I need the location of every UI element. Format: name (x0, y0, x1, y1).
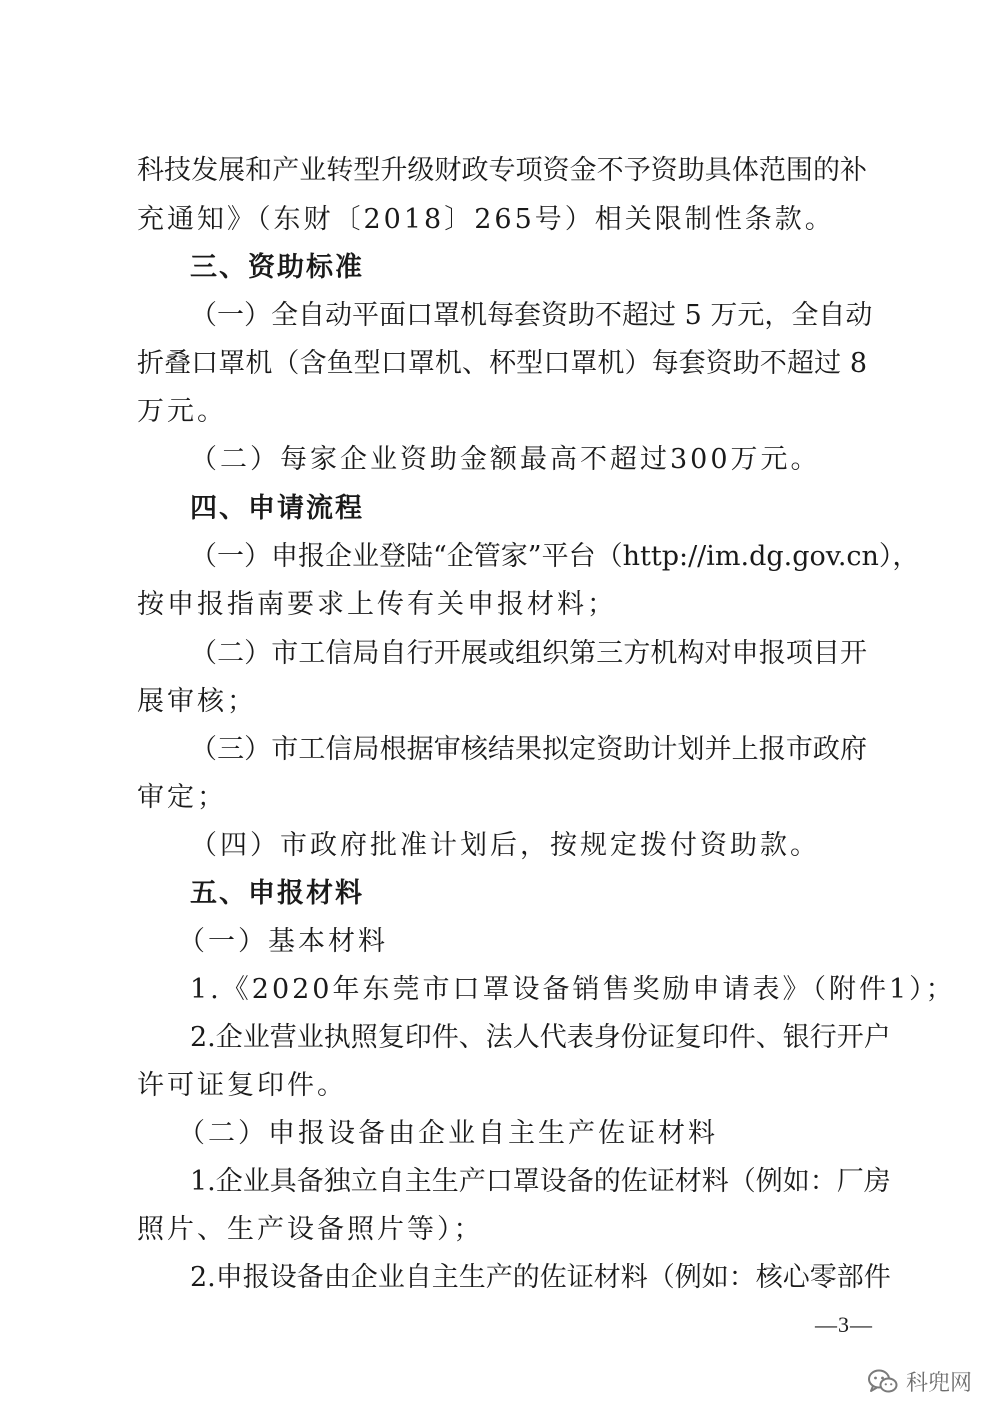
body-line: 科技发展和产业转型升级财政专项资金不予资助具体范围的补 (137, 155, 867, 186)
watermark-text: 科兜网 (905, 1371, 972, 1396)
body-line: 万元。 (137, 396, 227, 427)
body-line: （二）每家企业资助金额最高不超过300万元。 (190, 444, 821, 475)
subsection-heading: （一）基本材料 (178, 926, 388, 957)
subsection-heading: （二）申报设备由企业自主生产佐证材料 (178, 1118, 718, 1149)
body-line: 照片、生产设备照片等）； (137, 1214, 484, 1245)
section-heading-application-process: 四、申请流程 (190, 493, 364, 524)
body-line: 展审核； (137, 686, 257, 717)
body-line: （一）全自动平面口罩机每套资助不超过 5 万元，全自动 (190, 300, 873, 331)
body-line: （三）市工信局根据审核结果拟定资助计划并上报市政府 (190, 734, 867, 765)
body-line: 1.企业具备独立自主生产口罩设备的佐证材料（例如：厂房 (190, 1166, 891, 1197)
body-line: 按申报指南要求上传有关申报材料； (137, 589, 617, 620)
body-line: （四）市政府批准计划后，按规定拨付资助款。 (190, 830, 820, 861)
body-line: 折叠口罩机（含鱼型口罩机、杯型口罩机）每套资助不超过 8 (137, 348, 867, 379)
section-heading-funding-standard: 三、资助标准 (190, 252, 364, 283)
watermark (868, 1366, 972, 1397)
body-line: 审定； (137, 782, 227, 813)
body-line: 1.《2020年东莞市口罩设备销售奖励申请表》（附件1）； (190, 974, 956, 1005)
body-line: 2.企业营业执照复印件、法人代表身份证复印件、银行开户 (190, 1022, 891, 1053)
body-line: 充通知》（东财〔2018〕265号）相关限制性条款。 (137, 204, 835, 235)
page-number: —3— (815, 1312, 873, 1337)
wechat-icon (868, 1369, 898, 1395)
body-line: 2.申报设备由企业自主生产的佐证材料（例如：核心零部件 (190, 1262, 891, 1293)
body-line: 许可证复印件。 (137, 1070, 347, 1101)
body-line: （二）市工信局自行开展或组织第三方机构对申报项目开 (190, 638, 867, 669)
body-line: （一）申报企业登陆“企管家”平台（http://im.dg.gov.cn）， (190, 541, 920, 572)
section-heading-application-materials: 五、申报材料 (190, 878, 364, 909)
